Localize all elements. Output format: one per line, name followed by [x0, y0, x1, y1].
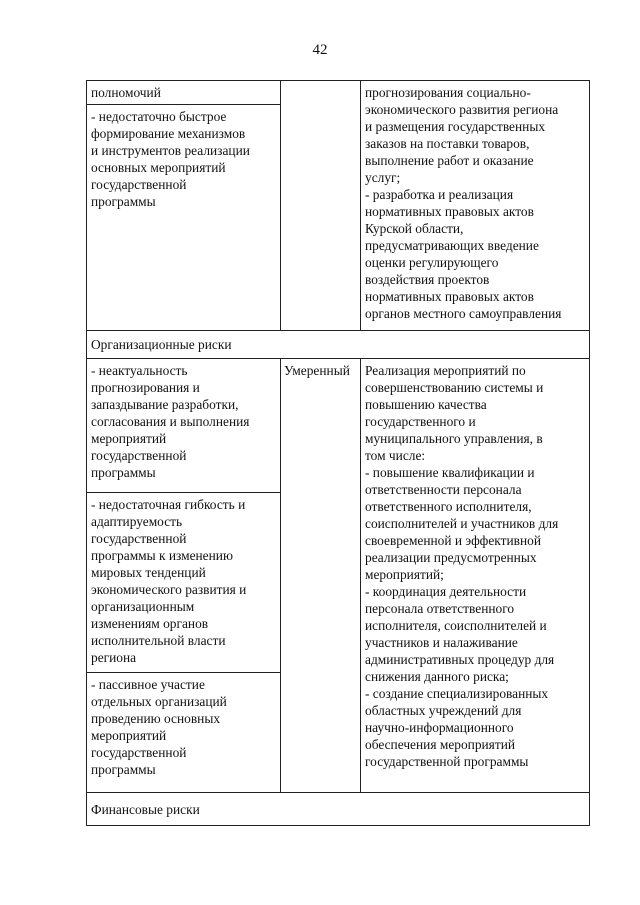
section-row-financial — [87, 793, 590, 826]
section-row-organizational — [87, 331, 590, 359]
risk-cell: - недостаточно быстрое формирование механизмов и инструментов реализации основных мероприятий государственной программы — [87, 105, 281, 331]
table-row — [87, 359, 590, 493]
risk-cell: - пассивное участие отдельных организаций проведению основных мероприятий государственной программы — [87, 673, 281, 793]
risk-level-cell — [281, 81, 361, 331]
page-number: 42 — [312, 42, 328, 58]
section-title-financial: Финансовые риски — [87, 793, 590, 826]
measures-cell: Реализация мероприятий по совершенствованию системы и повышению качества государственного и муниципального управления, в том числе: - повышение квалификации и ответственности персонала ответственного исполнителя, соисполнителей и участников для своевременной и эффективной реализации предусмотренных мероприятий; - координация деятельности персонала ответственного исполнителя, соисполнителей и участников и налаживание административных процедур для снижения данного риска; - создание специализированных областных учреждений для научно-информационного обеспечения мероприятий государственной программы — [361, 359, 590, 793]
risk-table — [86, 80, 590, 826]
risk-cell: - недостаточная гибкость и адаптируемость государственной программы к изменению мировых тенденций экономического развития и организационным изменениям органов исполнительной власти региона — [87, 493, 281, 673]
risk-cell: полномочий — [87, 81, 281, 105]
risk-level-cell: Умеренный — [281, 359, 361, 793]
table-row — [87, 81, 590, 105]
measures-cell: прогнозирования социально- экономического развития региона и размещения государственных заказов на поставки товаров, выполнение работ и оказание услуг; - разработка и реализация нормативных правовых актов Курской области, предусматривающих введение оценки регулирующего воздействия проектов нормативных правовых актов органов местного самоуправления — [361, 81, 590, 331]
section-title-organizational: Организационные риски — [87, 331, 590, 359]
risk-cell: - неактуальность прогнозирования и запаздывание разработки, согласования и выполнения мероприятий государственной программы — [87, 359, 281, 493]
